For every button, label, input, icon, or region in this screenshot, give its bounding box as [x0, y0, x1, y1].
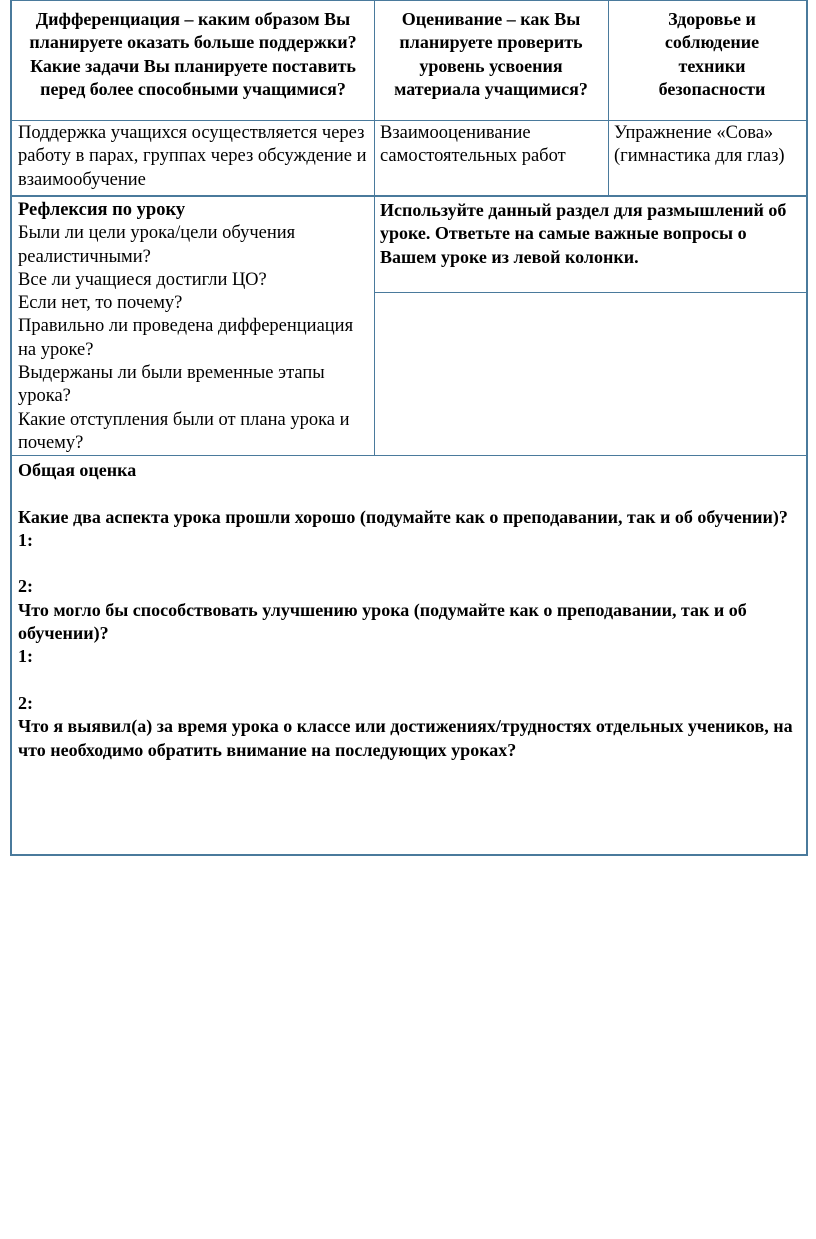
- cell-support: Поддержка учащихся осуществляется через работу в парах, группах через обсуждение и взаимообучение: [18, 123, 367, 190]
- cell-peer-assessment: Взаимооценивание самостоятельных работ: [380, 123, 566, 167]
- summary-question-1: Какие два аспекта урока прошли хорошо (подумайте как о преподавании, так и об обучении)?: [18, 506, 788, 527]
- summary-answer-label: 1:: [18, 646, 33, 667]
- reflection-question: Если нет, то почему?: [18, 293, 183, 314]
- header-health: Здоровье и соблюдение техники безопасности: [658, 9, 766, 99]
- row-divider-1: [12, 195, 806, 197]
- summary-answer-label: 2:: [18, 576, 33, 597]
- cell-reflection-instruction: Используйте данный раздел для размышлений об уроке. Ответьте на самые важные вопросы о Вашем уроке из левой колонки.: [380, 200, 787, 267]
- header-assessment: Оценивание – как Вы планируете проверить уровень усвоения материала учащимися?: [394, 9, 588, 99]
- header-differentiation: Дифференциация – каким образом Вы планируете оказать больше поддержки? Какие задачи Вы планируете поставить перед более способными учащимися?: [29, 9, 357, 99]
- reflection-question: Были ли цели урока/цели обучения реалистичными?: [18, 223, 296, 267]
- summary-answer-label: 1:: [18, 529, 33, 550]
- summary-answer-label: 2:: [18, 692, 33, 713]
- reflection-title: Рефлексия по уроку: [18, 200, 186, 220]
- cell-owl-exercise: Упражнение «Сова» (гимнастика для глаз): [614, 123, 785, 167]
- reflection-question: Какие отступления были от плана урока и почему?: [18, 409, 350, 453]
- summary-question-3: Что я выявил(а) за время урока о классе или достижениях/трудностях отдельных учеников, на что необходимо обратить внимание на последующих уроках?: [18, 716, 793, 760]
- cell-summary: [12, 459, 806, 762]
- summary-title: Общая оценка: [18, 460, 137, 480]
- reflection-question: Выдержаны ли были временные этапы урока?: [18, 363, 325, 407]
- reflection-question: Правильно ли проведена дифференциация на уроке?: [18, 316, 354, 360]
- cell-reflection-notes: [374, 293, 806, 455]
- cell-reflection: [12, 199, 374, 455]
- row-divider-header: [12, 120, 806, 121]
- summary-question-2: Что могло бы способствовать улучшению урока (подумайте как о преподавании, так и об обучении)?: [18, 599, 747, 644]
- lesson-plan-table: [10, 0, 808, 856]
- reflection-question: Все ли учащиеся достигли ЦО?: [18, 269, 267, 290]
